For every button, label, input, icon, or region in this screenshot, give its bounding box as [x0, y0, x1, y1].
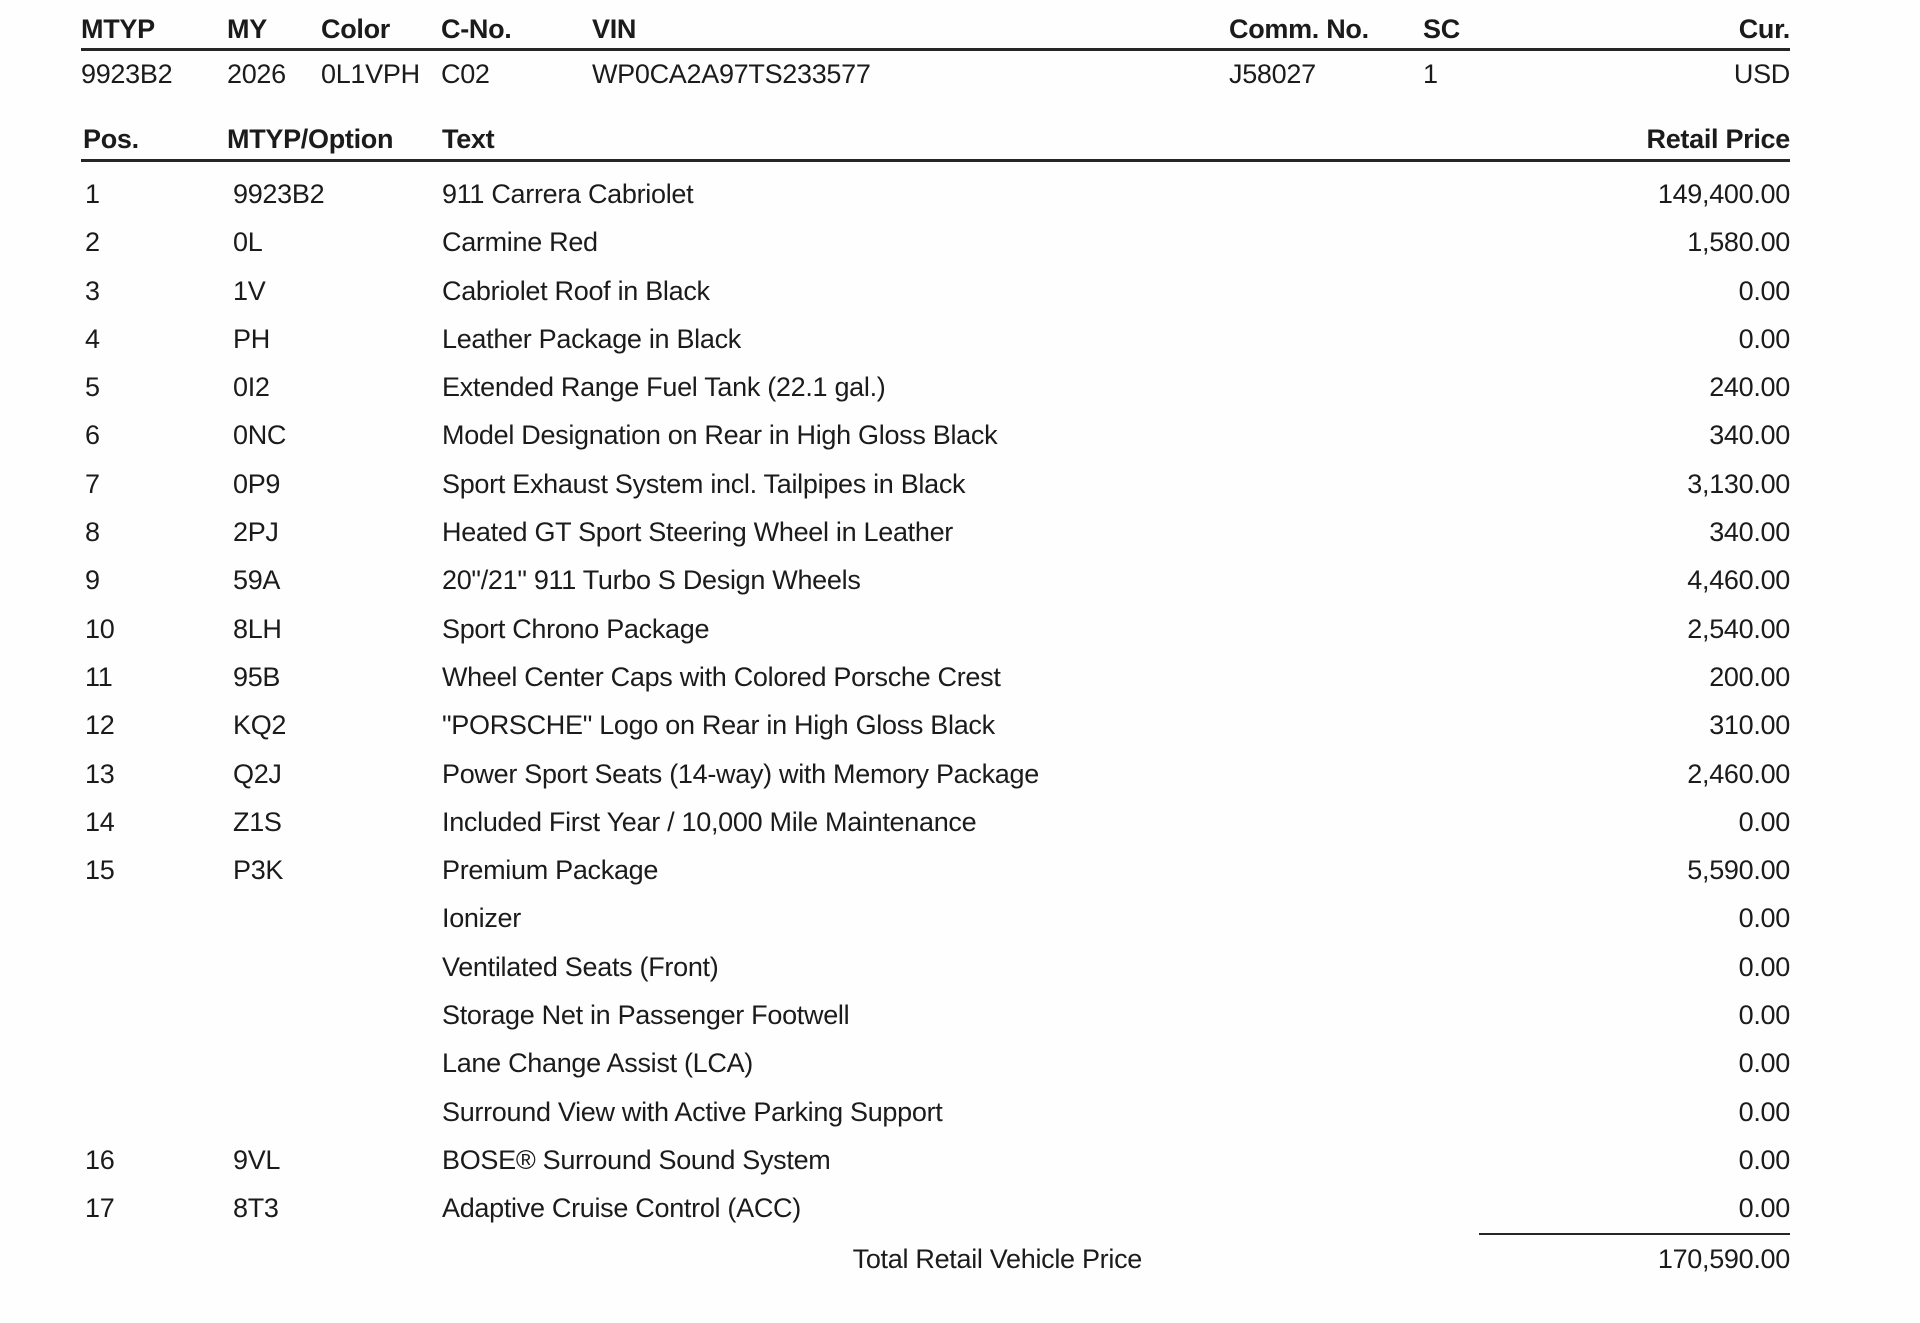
option-code-cell: 9VL: [233, 1144, 281, 1175]
option-code-cell: P3K: [233, 855, 284, 886]
cur-column-label: Cur.: [1738, 14, 1790, 44]
option-code-cell: 8T3: [233, 1193, 279, 1224]
table-row: [81, 1039, 1790, 1087]
position-cell: 16: [85, 1144, 115, 1175]
position-cell: 12: [85, 710, 115, 741]
retail-price-cell: 200.00: [1709, 661, 1790, 692]
retail-price-cell: 2,460.00: [1687, 758, 1790, 789]
option-code-cell: 0P9: [233, 468, 281, 499]
sc-column-label: SC: [1423, 14, 1460, 44]
table-row: [81, 1088, 1790, 1136]
color-column-label: Color: [321, 14, 390, 44]
retail-price-cell: 149,400.00: [1657, 179, 1790, 209]
table-row: [81, 170, 1790, 218]
position-cell: 7: [85, 468, 100, 499]
table-row: [81, 798, 1790, 846]
option-code-cell: PH: [233, 323, 270, 354]
option-text-cell: Lane Change Assist (LCA): [442, 1048, 753, 1079]
pos-column-label: Pos.: [83, 124, 139, 154]
total-value: 170,590.00: [1657, 1243, 1790, 1274]
option-text-cell: Extended Range Fuel Tank (22.1 gal.): [442, 372, 886, 403]
text-column-label: Text: [442, 124, 495, 154]
option-code-cell: 2PJ: [233, 517, 279, 548]
table-row: [81, 411, 1790, 459]
option-code-cell: 59A: [233, 565, 281, 596]
position-cell: 8: [85, 517, 100, 548]
position-cell: 14: [85, 806, 115, 837]
total-label: Total Retail Vehicle Price: [852, 1243, 1142, 1274]
sc-value: 1: [1423, 59, 1438, 89]
table-row: [81, 508, 1790, 556]
table-row: [81, 653, 1790, 701]
mtyp-column-label: MTYP: [81, 14, 155, 44]
table-row: [81, 701, 1790, 749]
cno-value: C02: [441, 59, 490, 89]
retail-price-column-label: Retail Price: [1646, 124, 1790, 154]
mtyp-value: 9923B2: [81, 59, 173, 89]
retail-price-cell: 0.00: [1738, 1000, 1790, 1031]
retail-price-cell: 0.00: [1738, 806, 1790, 837]
my-value: 2026: [227, 59, 286, 89]
position-cell: 3: [85, 275, 100, 306]
table-row: [81, 315, 1790, 363]
commno-value: J58027: [1229, 59, 1316, 89]
table-row: [81, 605, 1790, 653]
position-cell: 4: [85, 323, 100, 354]
options-table-header: [81, 119, 1790, 159]
option-code-cell: 8LH: [233, 613, 282, 644]
vehicle-header-labels: [81, 10, 1790, 48]
position-cell: 10: [85, 613, 115, 644]
color-value: 0L1VPH: [321, 59, 420, 89]
table-row: [81, 991, 1790, 1039]
option-text-cell: BOSE® Surround Sound System: [442, 1144, 831, 1175]
option-text-cell: Surround View with Active Parking Support: [442, 1096, 943, 1127]
option-code-cell: KQ2: [233, 710, 287, 741]
table-row: [81, 556, 1790, 604]
option-text-cell: Sport Chrono Package: [442, 613, 710, 644]
retail-price-cell: 340.00: [1709, 420, 1790, 451]
option-code-cell: 9923B2: [233, 179, 325, 209]
retail-price-cell: 4,460.00: [1687, 565, 1790, 596]
option-code-cell: 95B: [233, 661, 281, 692]
my-column-label: MY: [227, 14, 267, 44]
table-row: [81, 218, 1790, 266]
option-text-cell: Wheel Center Caps with Colored Porsche Crest: [442, 661, 1001, 692]
option-text-cell: Storage Net in Passenger Footwell: [442, 1000, 850, 1031]
option-text-cell: Model Designation on Rear in High Gloss Black: [442, 420, 998, 451]
option-text-cell: Leather Package in Black: [442, 323, 741, 354]
option-text-cell: "PORSCHE" Logo on Rear in High Gloss Black: [442, 710, 995, 741]
cno-column-label: C-No.: [441, 14, 512, 44]
retail-price-cell: 1,580.00: [1687, 227, 1790, 258]
retail-price-cell: 0.00: [1738, 275, 1790, 306]
option-code-cell: 0NC: [233, 420, 287, 451]
retail-price-cell: 0.00: [1738, 1096, 1790, 1127]
vin-value: WP0CA2A97TS233577: [592, 59, 871, 89]
mtyp-option-column-label: MTYP/Option: [227, 124, 394, 154]
commno-column-label: Comm. No.: [1229, 14, 1369, 44]
option-text-cell: Heated GT Sport Steering Wheel in Leather: [442, 517, 953, 548]
cur-value: USD: [1733, 59, 1790, 89]
option-text-cell: 20"/21" 911 Turbo S Design Wheels: [442, 565, 861, 596]
options-table-divider: [81, 159, 1790, 162]
option-code-cell: Z1S: [233, 806, 282, 837]
option-code-cell: 1V: [233, 275, 266, 306]
option-text-cell: Included First Year / 10,000 Mile Maintenance: [442, 806, 977, 837]
option-text-cell: Sport Exhaust System incl. Tailpipes in Black: [442, 468, 966, 499]
option-text-cell: Ventilated Seats (Front): [442, 951, 719, 982]
position-cell: 15: [85, 855, 115, 886]
position-cell: 17: [85, 1193, 115, 1224]
position-cell: 11: [85, 661, 113, 692]
position-cell: 6: [85, 420, 100, 451]
options-table-rows: [81, 170, 1790, 1233]
option-code-cell: 0L: [233, 227, 263, 258]
table-row: [81, 943, 1790, 991]
retail-price-cell: 340.00: [1709, 517, 1790, 548]
option-text-cell: Power Sport Seats (14-way) with Memory Package: [442, 758, 1039, 789]
position-cell: 1: [85, 179, 100, 209]
position-cell: 9: [85, 565, 100, 596]
table-row: [81, 1136, 1790, 1184]
option-text-cell: Adaptive Cruise Control (ACC): [442, 1193, 801, 1224]
retail-price-cell: 0.00: [1738, 323, 1790, 354]
table-row: [81, 894, 1790, 942]
retail-price-cell: 0.00: [1738, 951, 1790, 982]
table-row: [81, 750, 1790, 798]
position-cell: 5: [85, 372, 100, 403]
retail-price-cell: 2,540.00: [1687, 613, 1790, 644]
table-row: [81, 846, 1790, 894]
retail-price-cell: 0.00: [1738, 1048, 1790, 1079]
vin-column-label: VIN: [592, 14, 637, 44]
position-cell: 2: [85, 227, 100, 258]
retail-price-cell: 0.00: [1738, 1193, 1790, 1224]
retail-price-cell: 3,130.00: [1687, 468, 1790, 499]
table-row: [81, 460, 1790, 508]
option-text-cell: 911 Carrera Cabriolet: [442, 179, 694, 209]
table-row: [81, 267, 1790, 315]
vehicle-header-values: [81, 51, 1790, 97]
option-code-cell: Q2J: [233, 758, 282, 789]
table-row: [81, 1184, 1790, 1232]
option-text-cell: Carmine Red: [442, 227, 598, 258]
section-spacer: [81, 97, 1790, 119]
position-cell: 13: [85, 758, 115, 789]
retail-price-cell: 0.00: [1738, 903, 1790, 934]
retail-price-cell: 310.00: [1709, 710, 1790, 741]
document-content: [81, 10, 1790, 1283]
retail-price-cell: 0.00: [1738, 1144, 1790, 1175]
option-code-cell: 0I2: [233, 372, 270, 403]
option-text-cell: Premium Package: [442, 855, 659, 886]
option-text-cell: Cabriolet Roof in Black: [442, 275, 710, 306]
total-row: [81, 1235, 1790, 1283]
option-text-cell: Ionizer: [442, 903, 521, 934]
retail-price-cell: 240.00: [1709, 372, 1790, 403]
retail-price-cell: 5,590.00: [1687, 855, 1790, 886]
table-row: [81, 363, 1790, 411]
